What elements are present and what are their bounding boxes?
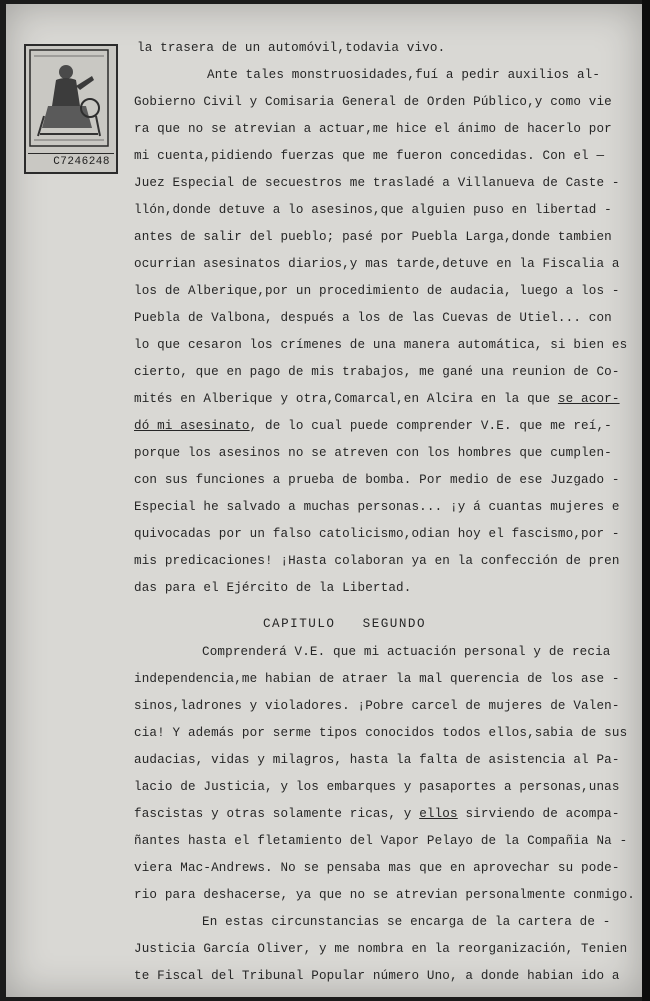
- text-fragment: mités en Alberique y otra,Comarcal,en Alcira en la que: [134, 392, 558, 406]
- text-line: Comprenderá V.E. que mi actuación personal y de recia: [202, 645, 611, 659]
- underlined-text: ellos: [419, 807, 458, 821]
- text-line: Justicia García Oliver, y me nombra en la reorganización, Tenien: [134, 942, 628, 956]
- text-line: rio para deshacerse, ya que no se atrevian personalmente conmigo.: [134, 888, 635, 902]
- text-line: mi cuenta,pidiendo fuerzas que me fueron concedidas. Con el —: [134, 149, 605, 163]
- text-line: mis predicaciones! ¡Hasta colaboran ya en la confección de pren: [134, 554, 620, 568]
- text-line: ra que no se atrevian a actuar,me hice el ánimo de hacerlo por: [134, 122, 612, 136]
- text-line: te Fiscal del Tribunal Popular número Uno, a donde habian ido a: [134, 969, 620, 983]
- text-line: lo que cesaron los crímenes de una manera automática, si bien es: [134, 338, 628, 352]
- underlined-text: dó mi asesinato: [134, 419, 250, 433]
- fiscal-stamp: [24, 44, 118, 174]
- text-line: porque los asesinos no se atreven con los hombres que cumplen-: [134, 446, 612, 460]
- text-line: [134, 391, 620, 407]
- stamp-serial-number: C7246248: [28, 153, 114, 170]
- text-fragment: fascistas y otras solamente ricas, y: [134, 807, 420, 821]
- text-line: ñantes hasta el fletamiento del Vapor Pelayo de la Compañia Na -: [134, 834, 628, 848]
- text-line: con sus funciones a prueba de bomba. Por medio de ese Juzgado -: [134, 473, 620, 487]
- text-line: sinos,ladrones y violadores. ¡Pobre carcel de mujeres de Valen-: [134, 699, 620, 713]
- text-line: Puebla de Valbona, después a los de las Cuevas de Utiel... con: [134, 311, 612, 325]
- text-fragment: sirviendo de acompa-: [457, 807, 620, 821]
- text-line: llón,donde detuve a lo asesinos,que alguien puso en libertad -: [134, 203, 612, 217]
- text-line: [134, 418, 612, 434]
- text-line: los de Alberique,por un procedimiento de audacia, luego a los -: [134, 284, 620, 298]
- text-line: En estas circunstancias se encarga de la cartera de -: [202, 915, 611, 929]
- text-line: ocurrian asesinatos diarios,y mas tarde,detuve en la Fiscalia a: [134, 257, 620, 271]
- chapter-heading: CAPITULO SEGUNDO: [263, 617, 427, 631]
- page-edge-shadow: [642, 0, 650, 1001]
- text-line: das para el Ejército de la Libertad.: [134, 581, 412, 595]
- text-line: Juez Especial de secuestros me trasladé a Villanueva de Caste -: [134, 176, 620, 190]
- text-line: lacio de Justicia, y los embarques y pasaportes a personas,unas: [134, 780, 620, 794]
- seated-figure-icon: [26, 46, 112, 150]
- text-line: Especial he salvado a muchas personas... ¡y á cuantas mujeres e: [134, 500, 620, 514]
- text-line: viera Mac-Andrews. No se pensaba mas que en aprovechar su pode-: [134, 861, 620, 875]
- text-line: antes de salir del pueblo; pasé por Puebla Larga,donde tambien: [134, 230, 612, 244]
- text-line: Gobierno Civil y Comisaria General de Orden Público,y como vie: [134, 95, 612, 109]
- text-line: independencia,me habian de atraer la mal querencia de los ase -: [134, 672, 620, 686]
- text-line: [134, 806, 620, 822]
- text-fragment: , de lo cual puede comprender V.E. que me reí,-: [249, 419, 612, 433]
- text-line: cierto, que en pago de mis trabajos, me gané una reunion de Co-: [134, 365, 620, 379]
- text-line: audacias, vidas y milagros, hasta la falta de asistencia al Pa-: [134, 753, 620, 767]
- text-line: la trasera de un automóvil,todavia vivo.: [137, 41, 446, 55]
- text-line: cia! Y además por serme tipos conocidos todos ellos,sabia de sus: [134, 726, 628, 740]
- text-line: quivocadas por un falso catolicismo,odian hoy el fascismo,por -: [134, 527, 620, 541]
- text-line: Ante tales monstruosidades,fuí a pedir auxilios al-: [207, 68, 601, 82]
- underlined-text: se acor-: [557, 392, 620, 406]
